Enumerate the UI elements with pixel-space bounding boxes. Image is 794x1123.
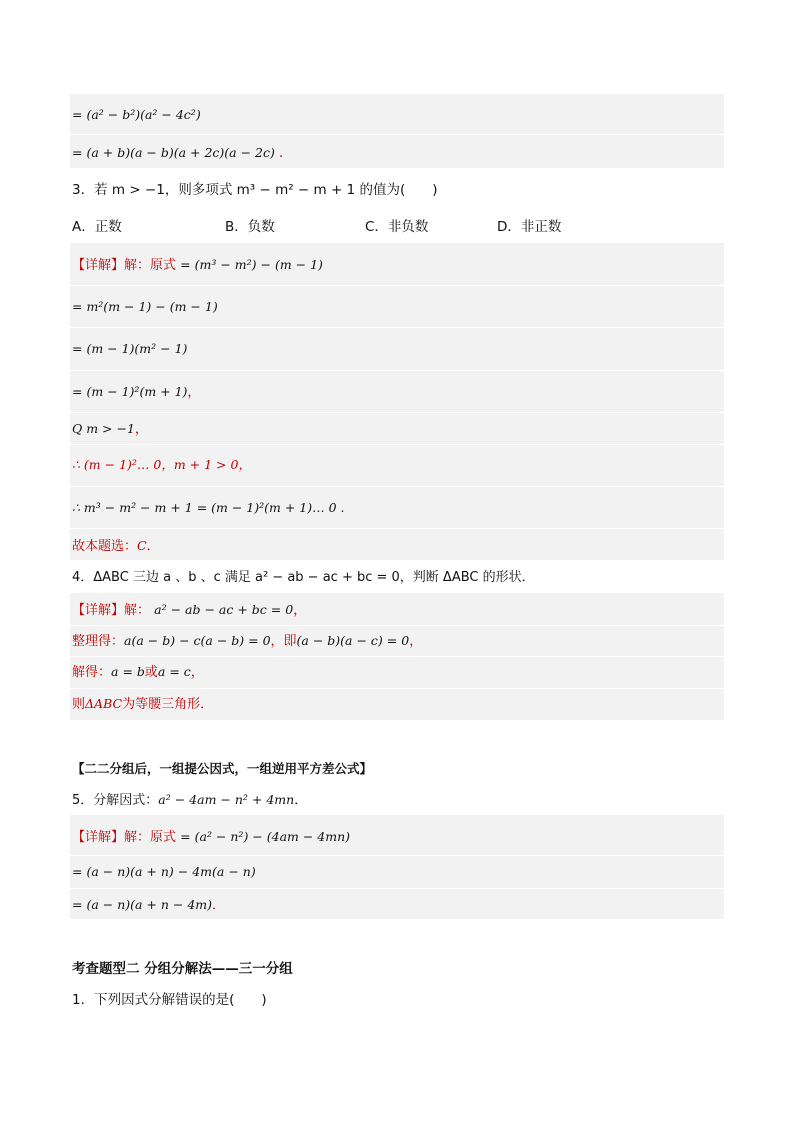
solution-prefix: 则 <box>72 697 86 712</box>
equation-line: ∴ (m − 1)²… 0，m + 1 > 0， <box>72 457 251 472</box>
divider <box>70 327 724 328</box>
equation-line: = (a − n)(a + n) − 4m(a − n) <box>72 864 256 879</box>
answer-line <box>72 537 160 556</box>
option-b: B．负数 <box>225 219 275 235</box>
equation-line: = m²(m − 1) − (m − 1) <box>72 299 218 314</box>
equation: Q m > −1 <box>72 421 135 436</box>
question-3: 3．若 m > −1，则多项式 m³ − m² − m + 1 的值为( ) <box>72 182 438 198</box>
question-4: 4．ΔABC 三边 a 、b 、c 满足 a² − ab − ac + bc = 0，判断 ΔABC 的形状． <box>72 570 535 585</box>
answer-choice: C <box>137 538 147 553</box>
equation: a = b <box>111 664 145 679</box>
type-heading: 考查题型二 分组分解法——三一分组 <box>72 961 293 977</box>
detail-tag: 【详解】 <box>72 603 125 618</box>
divider <box>70 486 724 487</box>
conclusion: 为等腰三角形． <box>122 697 214 712</box>
equation-line: ∴ m³ − m² − m + 1 = (m − 1)²(m + 1)… 0 . <box>72 500 345 515</box>
punctuation: ． <box>146 539 160 554</box>
divider <box>70 134 724 135</box>
solution-prefix: 解：原式 <box>124 258 177 273</box>
punctuation: . <box>279 146 284 161</box>
divider <box>70 656 724 657</box>
solution-prefix: 整理得： <box>72 634 125 649</box>
equation: = (m − 1)²(m + 1) <box>72 384 188 399</box>
equation: a = c <box>157 664 191 679</box>
equation-line: = (m − 1)(m² − 1) <box>72 341 188 356</box>
solution-line <box>72 256 323 275</box>
equation-line: = (a² − b²)(a² − 4c²) <box>72 107 201 122</box>
punctuation: ， <box>134 422 148 437</box>
equation: a² − 4am − n² + 4mn <box>158 792 295 807</box>
divider <box>70 625 724 626</box>
equation-line <box>72 420 148 439</box>
equation: a² − ab − ac + bc = 0 <box>154 602 294 617</box>
divider <box>70 285 724 286</box>
punctuation: ， <box>409 634 423 649</box>
solution-line <box>72 828 350 847</box>
detail-tag: 【详解】 <box>72 830 125 845</box>
question-1: 1．下列因式分解错误的是( ) <box>72 992 267 1008</box>
solution-prefix: 解：原式 <box>124 830 177 845</box>
solution-line <box>72 695 213 714</box>
punctuation: ， <box>190 665 204 680</box>
punctuation: ． <box>212 898 226 913</box>
equation-line <box>72 144 283 163</box>
section-heading: 【二二分组后，一组提公因式，一组逆用平方差公式】 <box>72 761 373 776</box>
solution-line <box>72 632 422 651</box>
equation: = (a − n)(a + n − 4m) <box>72 897 213 912</box>
divider <box>70 528 724 529</box>
punctuation: ， <box>293 603 307 618</box>
divider <box>70 412 724 413</box>
connector: 或 <box>144 665 158 680</box>
equation-line <box>72 383 200 402</box>
solution-line <box>72 601 306 620</box>
equation: ΔABC <box>85 696 123 711</box>
punctuation: ． <box>294 793 308 808</box>
equation: a(a − b) − c(a − b) = 0 <box>124 633 271 648</box>
equation-line <box>72 896 225 915</box>
question-prefix: 5．分解因式： <box>72 793 159 808</box>
question-5 <box>72 791 307 810</box>
divider <box>70 688 724 689</box>
solution-prefix: 解得： <box>72 665 112 680</box>
equation: = (a² − n²) − (4am − 4mn) <box>180 829 351 844</box>
connector: ，即 <box>270 634 297 649</box>
option-a: A．正数 <box>72 219 122 235</box>
equation: = (a + b)(a − b)(a + 2c)(a − 2c) <box>72 145 275 160</box>
detail-tag: 【详解】 <box>72 258 125 273</box>
solution-line <box>72 663 204 682</box>
divider <box>70 444 724 445</box>
divider <box>70 370 724 371</box>
option-d: D．非正数 <box>497 219 562 235</box>
answer-prefix: 故本题选： <box>72 539 138 554</box>
divider <box>70 888 724 889</box>
solution-prefix: 解： <box>124 603 151 618</box>
option-c: C．非负数 <box>365 219 429 235</box>
divider <box>70 855 724 856</box>
equation: = (m³ − m²) − (m − 1) <box>180 257 323 272</box>
punctuation: ， <box>187 385 201 400</box>
equation: (a − b)(a − c) = 0 <box>296 633 410 648</box>
